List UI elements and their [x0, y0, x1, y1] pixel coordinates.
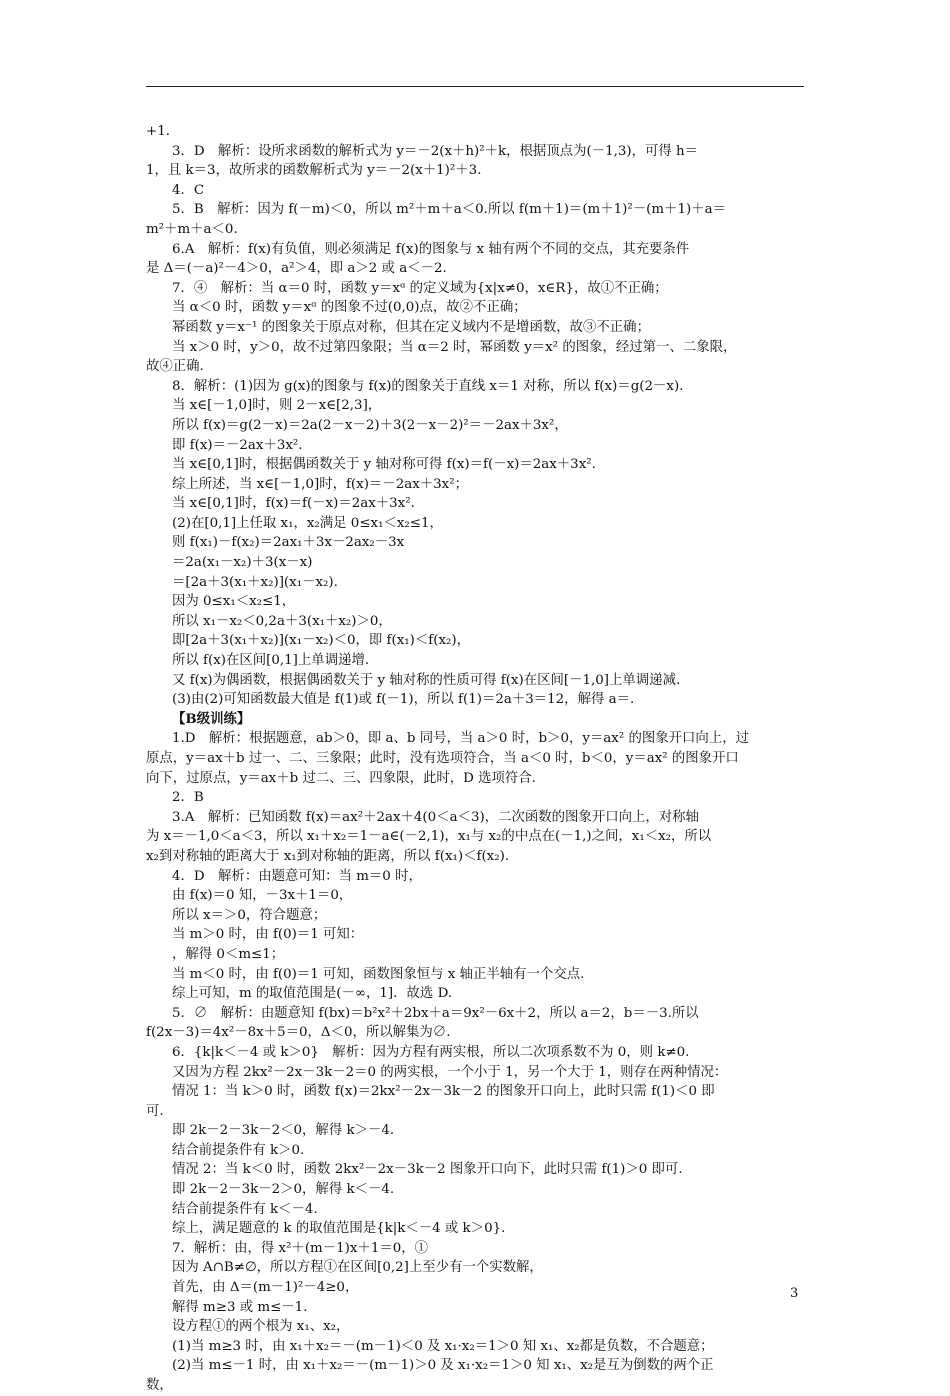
text-line: 综上可知，m 的取值范围是(－∞，1]．故选 D. — [172, 986, 453, 1002]
text-line: 即[2a＋3(x₁＋x₂)](x₁－x₂)＜0，即 f(x₁)＜f(x₂)， — [172, 633, 470, 649]
text-line: 向下，过原点，y＝ax＋b 过二、三、四象限，此时，D 选项符合. — [146, 770, 536, 786]
text-line: f(2x－3)＝4x²－8x＋5＝0，Δ＜0，所以解集为∅. — [146, 1025, 451, 1041]
text-line: (1)当 m≥3 时，由 x₁＋x₂＝－(m－1)＜0 及 x₁·x₂＝1＞0 知 x₁、x₂都是负数，不合题意； — [172, 1338, 714, 1354]
text-line: 6．{k|k＜－4 或 k＞0} 解析：因为方程有两实根，所以二次项系数不为 0，则 k≠0. — [172, 1044, 690, 1060]
text-line: 当 m＞0 时，由 f(0)＝1 可知： — [172, 927, 364, 943]
text-line: 即 2k－2－3k－2＞0，解得 k＜－4. — [172, 1182, 395, 1198]
header-rule — [146, 86, 804, 87]
text-line: 6.A 解析：f(x)有负值，则必须满足 f(x)的图象与 x 轴有两个不同的交点，其充要条件 — [172, 241, 690, 257]
text-line: +1. — [146, 124, 170, 139]
text-line: 幂函数 y＝x⁻¹ 的图象关于原点对称，但其在定义域内不是增函数，故③不正确； — [172, 319, 650, 335]
text-line: 8．解析：(1)因为 g(x)的图象与 f(x)的图象关于直线 x＝1 对称，所以 f(x)＝g(2－x). — [172, 378, 684, 394]
text-line: 结合前提条件有 k＞0. — [172, 1142, 305, 1158]
text-line: m²＋m＋a＜0. — [146, 221, 238, 237]
text-line: 情况 2：当 k＜0 时，函数 2kx²－2x－3k－2 图象开口向下，此时只需 f(1)＞0 即可. — [172, 1162, 683, 1178]
text-line: 又因为方程 2kx²－2x－3k－2＝0 的两实根，一个小于 1，另一个大于 1，则存在两种情况： — [172, 1064, 728, 1080]
page-number: 3 — [790, 1286, 799, 1301]
text-line: 当 x∈[0,1]时，f(x)＝f(－x)＝2ax＋3x². — [172, 496, 415, 512]
text-line: 可. — [146, 1103, 164, 1119]
document-body — [146, 122, 806, 1396]
text-line: x₂到对称轴的距离大于 x₁到对称轴的距离，所以 f(x₁)＜f(x₂). — [146, 848, 510, 864]
text-line: 5．B 解析：因为 f(－m)＜0，所以 m²＋m＋a＜0.所以 f(m＋1)＝(m＋1)²－(m＋1)＋a＝ — [172, 202, 726, 218]
text-line: (2)在[0,1]上任取 x₁，x₂满足 0≤x₁＜x₂≤1， — [172, 515, 443, 531]
text-line: 所以 f(x)在区间[0,1]上单调递增. — [172, 653, 370, 669]
text-line: 解得 m≥3 或 m≤－1. — [172, 1299, 308, 1315]
text-line: 当 α＜0 时，函数 y＝xᵅ 的图象不过(0,0)点，故②不正确； — [172, 300, 527, 316]
text-line: 当 x∈[－1,0]时，则 2－x∈[2,3]， — [172, 398, 382, 414]
section-heading: 【B级训练】 — [172, 710, 251, 727]
text-line: 所以 x＝＞0，符合题意； — [172, 907, 327, 923]
text-line: 3.A 解析：已知函数 f(x)＝ax²＋2ax＋4(0＜a＜3)，二次函数的图象开口向上，对称轴 — [172, 809, 699, 825]
text-line: 为 x＝－1,0＜a＜3，所以 x₁＋x₂＝1－a∈(－2,1)，x₁与 x₂的中点在(－1,)之间，x₁＜x₂，所以 — [146, 829, 712, 845]
text-line: 由 f(x)＝0 知，－3x＋1＝0， — [172, 888, 353, 904]
text-line: 数， — [146, 1378, 173, 1393]
text-line: 则 f(x₁)－f(x₂)＝2ax₁＋3x－2ax₂－3x — [172, 535, 405, 551]
text-line: 2．B — [172, 790, 204, 806]
text-line: 3．D 解析：设所求函数的解析式为 y＝－2(x＋h)²＋k，根据顶点为(－1,3)，可得 h＝ — [172, 143, 699, 159]
text-line: 首先，由 Δ＝(m－1)²－4≥0， — [172, 1280, 359, 1296]
text-line: ＝2a(x₁－x₂)＋3(x－x) — [172, 555, 313, 571]
text-line: 所以 x₁－x₂＜0,2a＋3(x₁＋x₂)＞0， — [172, 613, 392, 629]
text-line: 又 f(x)为偶函数，根据偶函数关于 y 轴对称的性质可得 f(x)在区间[－1,0]上单调递减. — [172, 672, 681, 688]
text-line: 综上，满足题意的 k 的取值范围是{k|k＜－4 或 k＞0}. — [172, 1221, 506, 1237]
text-line: 当 x＞0 时，y＞0，故不过第四象限；当 α＝2 时，幂函数 y＝x² 的图象，经过第一、二象限， — [172, 339, 737, 355]
text-line: 7．④ 解析：当 α＝0 时，函数 y＝xᵅ 的定义域为{x|x≠0，x∈R}，故①不正确； — [172, 280, 668, 296]
text-line: 因为 0≤x₁＜x₂≤1， — [172, 594, 296, 610]
text-line: 所以 f(x)＝g(2－x)＝2a(2－x－2)＋3(2－x－2)²＝－2ax＋3x²， — [172, 417, 568, 433]
text-line: 当 m＜0 时，由 f(0)＝1 可知，函数图象恒与 x 轴正半轴有一个交点. — [172, 966, 585, 982]
text-line: ＝[2a＋3(x₁＋x₂)](x₁－x₂). — [172, 574, 338, 590]
text-line: (2)当 m≤－1 时，由 x₁＋x₂＝－(m－1)＞0 及 x₁·x₂＝1＞0 知 x₁、x₂是互为倒数的两个正 — [172, 1358, 714, 1374]
text-line: 1.D 解析：根据题意，ab＞0，即 a、b 同号，当 a＞0 时，b＞0，y＝ax² 的图象开口向上，过 — [172, 731, 749, 747]
text-line: 7．解析：由，得 x²＋(m－1)x＋1＝0，① — [172, 1240, 429, 1256]
text-line: 当 x∈[0,1]时，根据偶函数关于 y 轴对称可得 f(x)＝f(－x)＝2ax＋3x². — [172, 457, 596, 473]
text-line: (3)由(2)可知函数最大值是 f(1)或 f(－1)，所以 f(1)＝2a＋3＝12，解得 a＝. — [172, 692, 635, 708]
text-line: 即 2k－2－3k－2＜0，解得 k＞－4. — [172, 1123, 395, 1139]
text-line: 设方程①的两个根为 x₁、x₂， — [172, 1319, 350, 1335]
text-line: 故④正确. — [146, 359, 204, 375]
text-line: 4．D 解析：由题意可知：当 m＝0 时， — [172, 868, 422, 884]
text-line: ，解得 0＜m≤1； — [172, 946, 285, 962]
text-line: 即 f(x)＝－2ax＋3x². — [172, 437, 303, 453]
text-line: 原点，y＝ax＋b 过一、二、三象限；此时，没有选项符合，当 a＜0 时，b＜0，y＝ax² 的图象开口 — [146, 751, 739, 766]
text-line: 情况 1：当 k＞0 时，函数 f(x)＝2kx²－2x－3k－2 的图象开口向上，此时只需 f(1)＜0 即 — [172, 1084, 715, 1100]
text-line: 5．∅ 解析：由题意知 f(bx)＝b²x²＋2bx＋a＝9x²－6x＋2，所以 a＝2，b＝－3.所以 — [172, 1005, 699, 1021]
text-line: 因为 A∩B≠∅，所以方程①在区间[0,2]上至少有一个实数解， — [172, 1260, 543, 1276]
text-line: 综上所述，当 x∈[－1,0]时，f(x)＝－2ax＋3x²； — [172, 476, 468, 492]
text-line: 4．C — [172, 182, 205, 198]
text-line: 1，且 k＝3，故所求的函数解析式为 y＝－2(x＋1)²＋3. — [146, 163, 482, 179]
text-line: 结合前提条件有 k＜－4. — [172, 1201, 318, 1217]
text-line: 是 Δ＝(－a)²－4＞0，a²＞4，即 a＞2 或 a＜－2. — [146, 261, 447, 277]
